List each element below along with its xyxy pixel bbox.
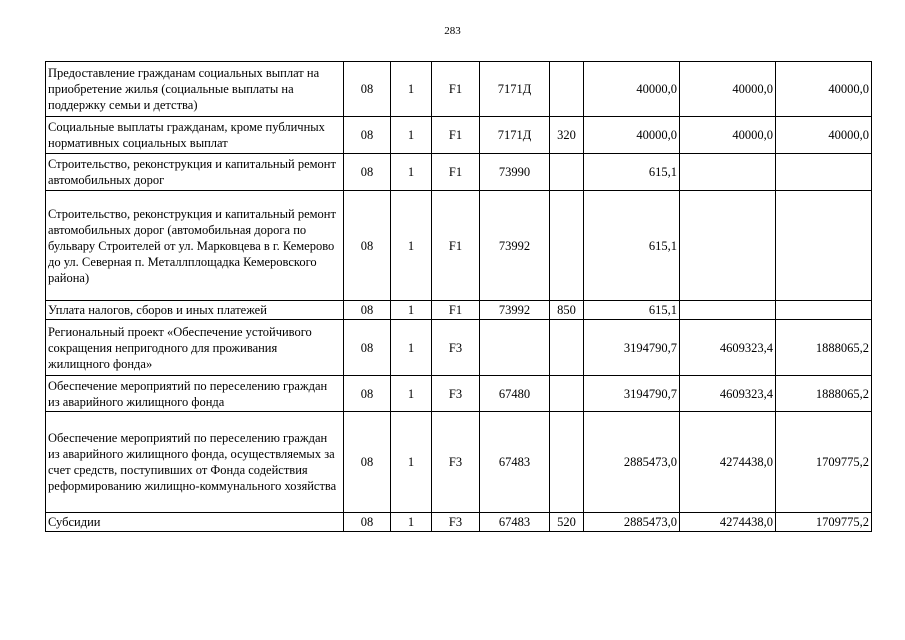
section-code-cell: 08: [344, 320, 391, 376]
row-name-cell: Строительство, реконструкция и капитальный ремонт автомобильных дорог (автомобильная дорога по бульвару Строителей от ул. Марковцева в г. Кемерово до ул. Северная п. Металлплощадка Кемеровского района): [46, 191, 344, 301]
amount-year-1-cell: 615,1: [584, 154, 680, 191]
section-code-cell: 08: [344, 62, 391, 117]
expense-type-cell: [550, 376, 584, 412]
table-row: [46, 117, 872, 154]
project-code-cell: F3: [432, 513, 480, 532]
amount-year-2-cell: [680, 301, 776, 320]
amount-year-3-cell: 1709775,2: [776, 513, 872, 532]
expense-type-cell: 520: [550, 513, 584, 532]
table-row: [46, 513, 872, 532]
amount-year-2-cell: [680, 154, 776, 191]
expense-type-cell: 850: [550, 301, 584, 320]
amount-year-1-cell: 2885473,0: [584, 412, 680, 513]
target-article-cell: 7171Д: [480, 117, 550, 154]
expense-type-cell: [550, 62, 584, 117]
project-code-cell: F1: [432, 191, 480, 301]
budget-table: [45, 61, 872, 532]
target-article-cell: [480, 320, 550, 376]
target-article-cell: 67483: [480, 412, 550, 513]
amount-year-2-cell: 4274438,0: [680, 412, 776, 513]
subsection-code-cell: 1: [391, 301, 432, 320]
row-name-cell: Уплата налогов, сборов и иных платежей: [46, 301, 344, 320]
section-code-cell: 08: [344, 154, 391, 191]
subsection-code-cell: 1: [391, 62, 432, 117]
amount-year-1-cell: 40000,0: [584, 117, 680, 154]
row-name-cell: Обеспечение мероприятий по переселению граждан из аварийного жилищного фонда, осуществляемых за счет средств, поступивших от Фонда содействия реформированию жилищно-коммунального хозяйства: [46, 412, 344, 513]
table-row: [46, 154, 872, 191]
amount-year-3-cell: [776, 154, 872, 191]
amount-year-3-cell: 1709775,2: [776, 412, 872, 513]
amount-year-3-cell: 40000,0: [776, 62, 872, 117]
table-row: [46, 320, 872, 376]
subsection-code-cell: 1: [391, 320, 432, 376]
subsection-code-cell: 1: [391, 117, 432, 154]
expense-type-cell: [550, 412, 584, 513]
page-number: 283: [444, 25, 461, 37]
section-code-cell: 08: [344, 376, 391, 412]
project-code-cell: F3: [432, 376, 480, 412]
target-article-cell: 67483: [480, 513, 550, 532]
amount-year-2-cell: [680, 191, 776, 301]
target-article-cell: 73992: [480, 191, 550, 301]
target-article-cell: 67480: [480, 376, 550, 412]
amount-year-1-cell: 40000,0: [584, 62, 680, 117]
amount-year-3-cell: [776, 191, 872, 301]
amount-year-1-cell: 3194790,7: [584, 320, 680, 376]
expense-type-cell: [550, 191, 584, 301]
expense-type-cell: 320: [550, 117, 584, 154]
section-code-cell: 08: [344, 513, 391, 532]
amount-year-2-cell: 4274438,0: [680, 513, 776, 532]
target-article-cell: 73990: [480, 154, 550, 191]
row-name-cell: Субсидии: [46, 513, 344, 532]
expense-type-cell: [550, 154, 584, 191]
target-article-cell: 73992: [480, 301, 550, 320]
section-code-cell: 08: [344, 301, 391, 320]
table-row: [46, 62, 872, 117]
project-code-cell: F1: [432, 62, 480, 117]
row-name-cell: Региональный проект «Обеспечение устойчивого сокращения непригодного для проживания жилищного фонда»: [46, 320, 344, 376]
section-code-cell: 08: [344, 412, 391, 513]
amount-year-3-cell: 40000,0: [776, 117, 872, 154]
section-code-cell: 08: [344, 191, 391, 301]
subsection-code-cell: 1: [391, 376, 432, 412]
table-row: [46, 301, 872, 320]
row-name-cell: Строительство, реконструкция и капитальный ремонт автомобильных дорог: [46, 154, 344, 191]
row-name-cell: Предоставление гражданам социальных выплат на приобретение жилья (социальные выплаты на поддержку семьи и детства): [46, 62, 344, 117]
table-row: [46, 412, 872, 513]
row-name-cell: Обеспечение мероприятий по переселению граждан из аварийного жилищного фонда: [46, 376, 344, 412]
subsection-code-cell: 1: [391, 513, 432, 532]
subsection-code-cell: 1: [391, 412, 432, 513]
subsection-code-cell: 1: [391, 154, 432, 191]
amount-year-1-cell: 615,1: [584, 301, 680, 320]
amount-year-1-cell: 615,1: [584, 191, 680, 301]
project-code-cell: F1: [432, 117, 480, 154]
target-article-cell: 7171Д: [480, 62, 550, 117]
amount-year-1-cell: 3194790,7: [584, 376, 680, 412]
project-code-cell: F1: [432, 301, 480, 320]
subsection-code-cell: 1: [391, 191, 432, 301]
amount-year-3-cell: 1888065,2: [776, 376, 872, 412]
amount-year-2-cell: 40000,0: [680, 62, 776, 117]
project-code-cell: F3: [432, 412, 480, 513]
amount-year-1-cell: 2885473,0: [584, 513, 680, 532]
row-name-cell: Социальные выплаты гражданам, кроме публичных нормативных социальных выплат: [46, 117, 344, 154]
table-row: [46, 376, 872, 412]
project-code-cell: F1: [432, 154, 480, 191]
amount-year-2-cell: 4609323,4: [680, 376, 776, 412]
amount-year-3-cell: [776, 301, 872, 320]
table-row: [46, 191, 872, 301]
project-code-cell: F3: [432, 320, 480, 376]
expense-type-cell: [550, 320, 584, 376]
section-code-cell: 08: [344, 117, 391, 154]
amount-year-3-cell: 1888065,2: [776, 320, 872, 376]
amount-year-2-cell: 40000,0: [680, 117, 776, 154]
amount-year-2-cell: 4609323,4: [680, 320, 776, 376]
